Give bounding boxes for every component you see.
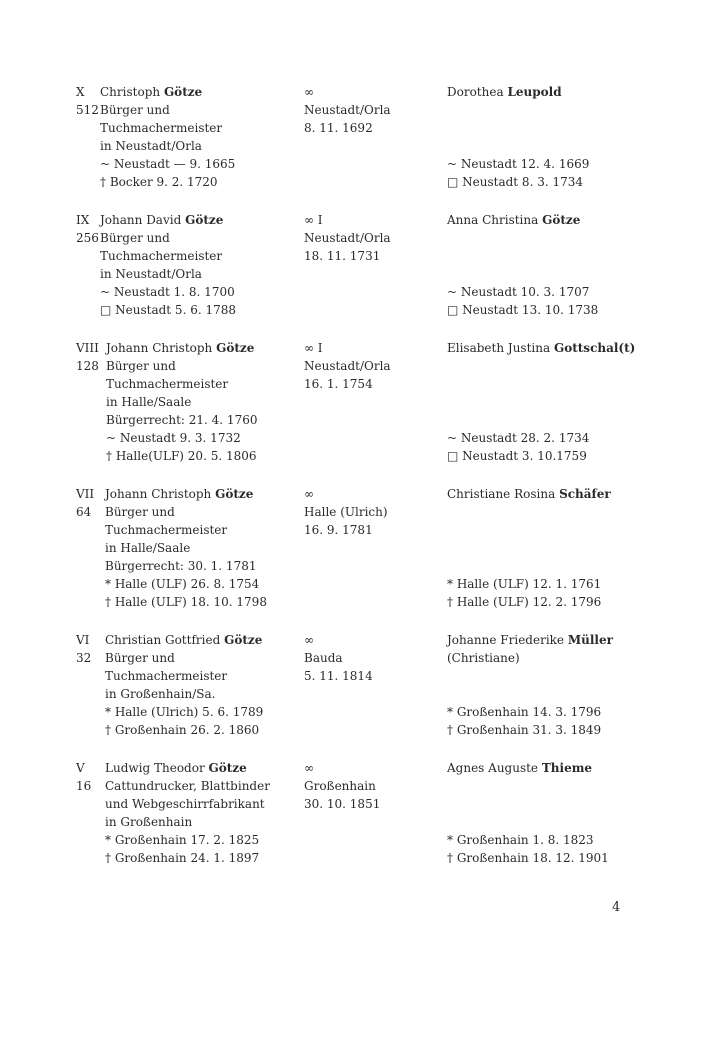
person-line: in Großenhain (105, 815, 193, 829)
marriage-date: 16. 1. 1754 (304, 377, 373, 391)
person-name (105, 759, 305, 777)
person-name (106, 339, 306, 357)
marriage-date: 8. 11. 1692 (304, 121, 373, 135)
person-name (100, 83, 300, 101)
marriage-date: 30. 10. 1851 (304, 797, 381, 811)
given-name: Christoph (100, 85, 161, 99)
marriage-block (304, 339, 434, 393)
surname: Götze (224, 633, 263, 647)
spouse-line: ~ Neustadt 28. 2. 1734 (447, 431, 590, 445)
ancestor-number: 64 (76, 505, 92, 519)
person-name (105, 485, 305, 503)
ancestor-number: 16 (76, 779, 92, 793)
marriage-place: Großenhain (304, 779, 376, 793)
spouse-name (447, 485, 717, 503)
spouse-surname: Thieme (541, 761, 593, 775)
given-name: Christian Gottfried (105, 633, 221, 647)
marriage-block (304, 485, 434, 539)
person-line: Bürgerrecht: 30. 1. 1781 (105, 559, 257, 573)
person-line: † Großenhain 24. 1. 1897 (105, 851, 260, 865)
person-line: in Neustadt/Orla (100, 267, 202, 281)
person-line: Tuchmachermeister (105, 669, 228, 683)
person-line: * Großenhain 17. 2. 1825 (105, 833, 260, 847)
given-name: Johann David (100, 213, 182, 227)
page-number: 4 (612, 900, 621, 915)
given-name: Ludwig Theodor (105, 761, 205, 775)
spouse-line: * Großenhain 14. 3. 1796 (447, 705, 602, 719)
spouse-surname: Gottschal(t) (553, 341, 636, 355)
marriage-symbol: ∞ I (304, 213, 323, 227)
person-block (100, 83, 300, 191)
person-block (106, 339, 306, 465)
spouse-block (447, 759, 717, 867)
spouse-line: □ Neustadt 3. 10.1759 (447, 449, 587, 463)
person-line: Tuchmachermeister (105, 523, 228, 537)
given-name: Johann Christoph (105, 487, 212, 501)
person-line: † Bocker 9. 2. 1720 (100, 175, 218, 189)
marriage-place: Bauda (304, 651, 343, 665)
generation-roman: VII (76, 487, 95, 501)
generation-label (76, 83, 100, 119)
marriage-block (304, 631, 434, 685)
spouse-given-name: Agnes Auguste (447, 761, 539, 775)
spouse-surname: Götze (542, 213, 581, 227)
person-line: * Halle (ULF) 26. 8. 1754 (105, 577, 260, 591)
surname: Götze (216, 341, 255, 355)
ancestor-number: 512 (76, 103, 99, 117)
spouse-line: ~ Neustadt 10. 3. 1707 (447, 285, 590, 299)
spouse-block (447, 211, 717, 319)
marriage-place: Neustadt/Orla (304, 359, 391, 373)
generation-roman: VIII (76, 341, 99, 355)
spouse-name (447, 631, 717, 649)
person-line: Tuchmachermeister (100, 249, 223, 263)
generation-roman: X (76, 85, 85, 99)
marriage-symbol: ∞ (304, 487, 314, 501)
marriage-symbol: ∞ (304, 85, 314, 99)
spouse-name (447, 759, 717, 777)
spouse-line: † Großenhain 18. 12. 1901 (447, 851, 609, 865)
person-line: Bürger und (105, 651, 175, 665)
person-line: in Großenhain/Sa. (105, 687, 216, 701)
marriage-date: 18. 11. 1731 (304, 249, 381, 263)
generation-label (76, 485, 100, 521)
person-name (105, 631, 305, 649)
spouse-block (447, 83, 717, 191)
surname: Götze (215, 487, 254, 501)
person-line: Bürger und (100, 103, 170, 117)
generation-label (76, 759, 100, 795)
spouse-block (447, 631, 717, 739)
spouse-line: * Großenhain 1. 8. 1823 (447, 833, 594, 847)
person-line: † Halle (ULF) 18. 10. 1798 (105, 595, 267, 609)
person-block (105, 759, 305, 867)
marriage-place: Neustadt/Orla (304, 103, 391, 117)
person-line: Tuchmachermeister (106, 377, 229, 391)
person-line: und Webgeschirrfabrikant (105, 797, 265, 811)
marriage-block (304, 211, 434, 265)
spouse-block (447, 339, 717, 465)
generation-roman: IX (76, 213, 90, 227)
spouse-name (447, 83, 717, 101)
person-line: Bürger und (106, 359, 176, 373)
given-name: Johann Christoph (106, 341, 213, 355)
spouse-given-name: Johanne Friederike (447, 633, 565, 647)
generation-label (76, 339, 100, 375)
person-line: ~ Neustadt 9. 3. 1732 (106, 431, 241, 445)
person-line: in Halle/Saale (106, 395, 192, 409)
spouse-name (447, 211, 717, 229)
spouse-given-name: Christiane Rosina (447, 487, 556, 501)
spouse-extra: (Christiane) (447, 651, 520, 665)
person-line: * Halle (Ulrich) 5. 6. 1789 (105, 705, 264, 719)
person-block (105, 631, 305, 739)
person-line: † Großenhain 26. 2. 1860 (105, 723, 260, 737)
spouse-surname: Müller (567, 633, 613, 647)
marriage-symbol: ∞ (304, 633, 314, 647)
person-line: Bürger und (100, 231, 170, 245)
surname: Götze (185, 213, 224, 227)
marriage-block (304, 83, 434, 137)
marriage-place: Neustadt/Orla (304, 231, 391, 245)
marriage-symbol: ∞ I (304, 341, 323, 355)
person-line: Cattundrucker, Blattbinder (105, 779, 270, 793)
person-line: Tuchmachermeister (100, 121, 223, 135)
spouse-block (447, 485, 717, 611)
person-line: ~ Neustadt — 9. 1665 (100, 157, 236, 171)
generation-roman: V (76, 761, 85, 775)
person-line: Bürgerrecht: 21. 4. 1760 (106, 413, 258, 427)
spouse-given-name: Anna Christina (447, 213, 539, 227)
person-name (100, 211, 300, 229)
marriage-date: 16. 9. 1781 (304, 523, 373, 537)
person-line: in Neustadt/Orla (100, 139, 202, 153)
marriage-date: 5. 11. 1814 (304, 669, 373, 683)
spouse-line: † Großenhain 31. 3. 1849 (447, 723, 602, 737)
spouse-given-name: Elisabeth Justina (447, 341, 551, 355)
ancestor-number: 256 (76, 231, 99, 245)
person-line: † Halle(ULF) 20. 5. 1806 (106, 449, 257, 463)
ancestor-number: 32 (76, 651, 92, 665)
spouse-line: † Halle (ULF) 12. 2. 1796 (447, 595, 602, 609)
spouse-given-name: Dorothea (447, 85, 504, 99)
marriage-symbol: ∞ (304, 761, 314, 775)
person-block (100, 211, 300, 319)
spouse-surname: Leupold (507, 85, 562, 99)
marriage-block (304, 759, 434, 813)
spouse-line: ~ Neustadt 12. 4. 1669 (447, 157, 590, 171)
spouse-line: □ Neustadt 8. 3. 1734 (447, 175, 584, 189)
person-line: in Halle/Saale (105, 541, 191, 555)
marriage-place: Halle (Ulrich) (304, 505, 388, 519)
generation-label (76, 631, 100, 667)
person-line: □ Neustadt 5. 6. 1788 (100, 303, 237, 317)
spouse-name (447, 339, 717, 357)
spouse-line: □ Neustadt 13. 10. 1738 (447, 303, 599, 317)
surname: Götze (163, 85, 203, 99)
spouse-surname: Schäfer (559, 487, 611, 501)
spouse-line: * Halle (ULF) 12. 1. 1761 (447, 577, 602, 591)
surname: Götze (208, 761, 247, 775)
generation-label (76, 211, 100, 247)
person-line: Bürger und (105, 505, 175, 519)
ancestor-number: 128 (76, 359, 99, 373)
person-block (105, 485, 305, 611)
person-line: ~ Neustadt 1. 8. 1700 (100, 285, 235, 299)
generation-roman: VI (76, 633, 90, 647)
